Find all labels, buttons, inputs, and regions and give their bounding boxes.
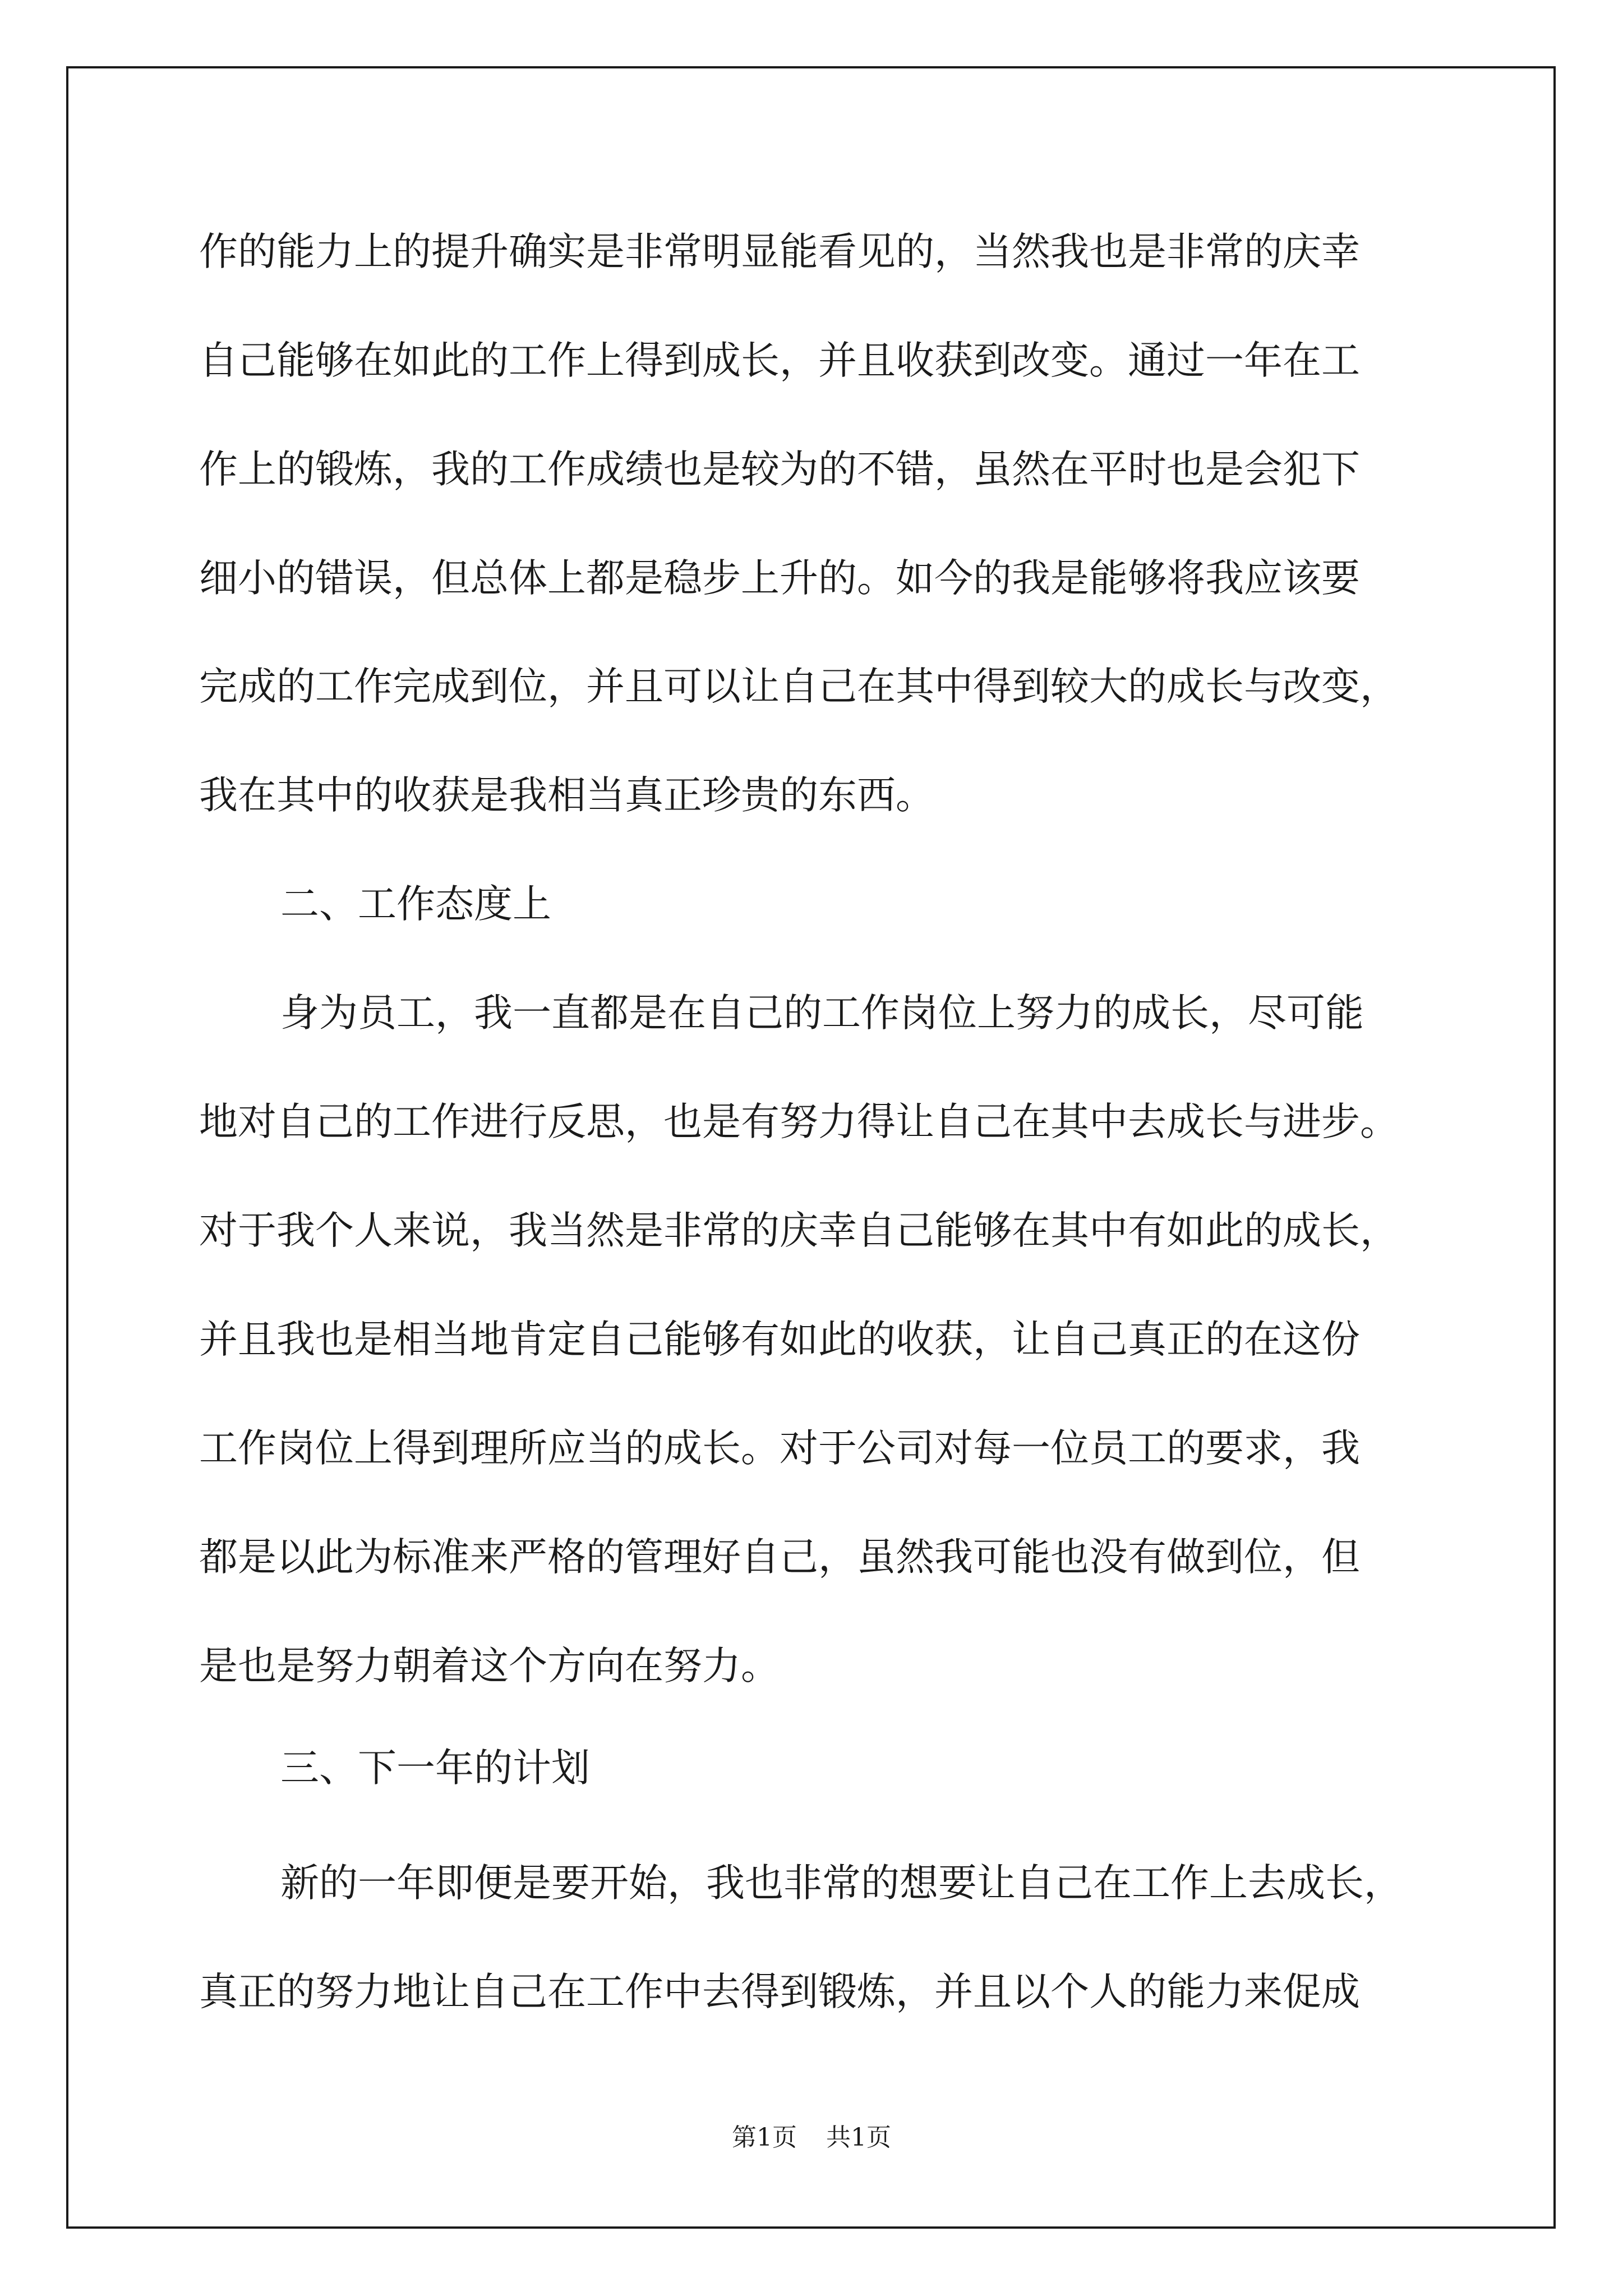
page-total: 共1页 [826, 2123, 891, 2152]
page-footer [0, 2125, 1623, 2150]
paragraph-line: 并且我也是相当地肯定自己能够有如此的收获，让自己真正的在这份 [199, 1317, 1360, 1362]
paragraph-line: 真正的努力地让自己在工作中去得到锻炼，并且以个人的能力来促成 [199, 1970, 1360, 2014]
paragraph-line: 对于我个人来说，我当然是非常的庆幸自己能够在其中有如此的成长， [199, 1208, 1399, 1253]
paragraph-line: 工作岗位上得到理所应当的成长。对于公司对每一位员工的要求，我 [199, 1426, 1360, 1471]
paragraph-line: 作上的锻炼，我的工作成绩也是较为的不错，虽然在平时也是会犯下 [199, 447, 1360, 492]
paragraph-line: 我在其中的收获是我相当真正珍贵的东西。 [199, 773, 934, 818]
paragraph-line: 细小的错误，但总体上都是稳步上升的。如今的我是能够将我应该要 [199, 556, 1360, 601]
paragraph-line: 地对自己的工作进行反思，也是有努力得让自己在其中去成长与进步。 [199, 1099, 1399, 1144]
paragraph-line: 是也是努力朝着这个方向在努力。 [199, 1644, 780, 1688]
paragraph-line: 作的能力上的提升确实是非常明显能看见的，当然我也是非常的庆幸 [199, 229, 1360, 274]
paragraph-line: 都是以此为标准来严格的管理好自己，虽然我可能也没有做到位，但 [199, 1535, 1360, 1580]
paragraph-line: 自己能够在如此的工作上得到成长，并且收获到改变。通过一年在工 [199, 338, 1360, 383]
page-number: 第1页 [732, 2123, 797, 2152]
paragraph-line: 完成的工作完成到位，并且可以让自己在其中得到较大的成长与改变， [199, 664, 1399, 709]
paragraph-line: 新的一年即便是要开始，我也非常的想要让自己在工作上去成长， [280, 1861, 1403, 1906]
paragraph-line: 身为员工，我一直都是在自己的工作岗位上努力的成长，尽可能 [280, 991, 1364, 1036]
section-heading: 二、工作态度上 [280, 882, 551, 927]
section-heading: 三、下一年的计划 [280, 1746, 590, 1791]
